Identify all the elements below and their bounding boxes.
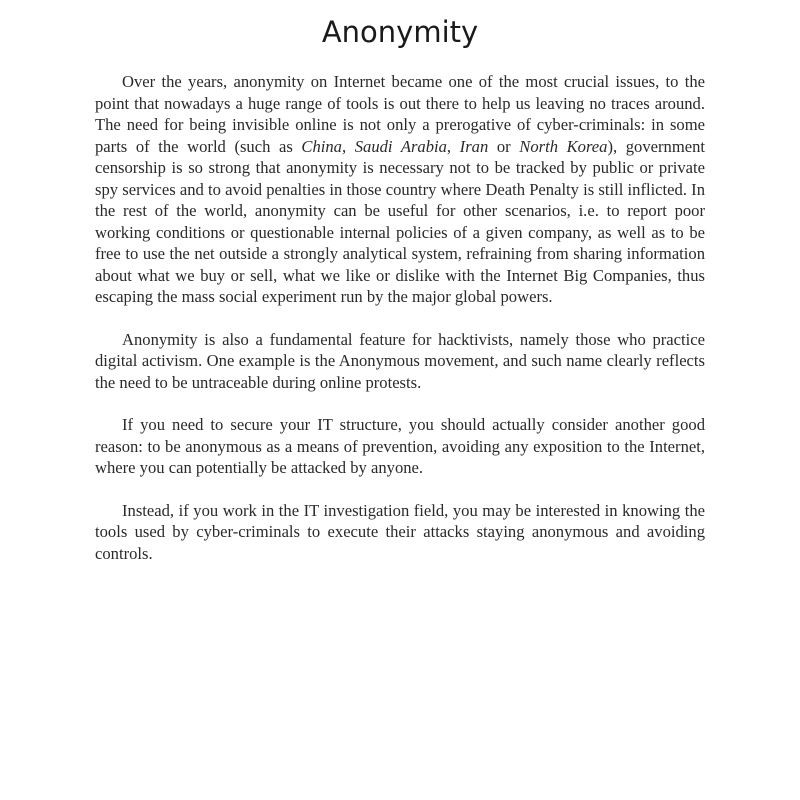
paragraph — [95, 329, 705, 394]
country-name-iran: Iran — [459, 136, 489, 156]
country-name-saudi-arabia: Saudi Arabia — [354, 136, 447, 156]
text-segment: , — [341, 136, 355, 156]
text-segment: If you need to secure your IT structure, you should actually consider another good reason: to be anonymous as a means of prevention, avoiding any exposition to the Internet, where you can potentially be attacked by anyone. — [95, 415, 705, 477]
text-segment: Instead, if you work in the IT investigation field, you may be interested in knowing the tools used by cyber-criminals to execute their attacks staying anonymous and avoiding controls. — [95, 500, 705, 563]
page-title: Anonymity — [321, 15, 479, 49]
paragraph — [95, 500, 705, 565]
country-name-china: China — [301, 136, 342, 156]
paragraph — [95, 414, 705, 479]
text-segment: Over the years, anonymity on Internet became one of the most crucial issues, to the point that nowadays a huge range of tools is out there to help us leaving no traces around. The need for being invisible online is not only a prerogative of cyber-criminals: in some parts of the world (such as — [95, 72, 705, 156]
text-segment: ), government censorship is so strong that anonymity is necessary not to be tracked by public or private spy services and to avoid penalties in those country where Death Penalty is still inflicted. In the rest of the world, anonymity can be useful for other scenarios, i.e. to report poor working conditions or questionable internal policies of a given company, as well as to be free to use the net outside a strongly analytical system, refraining from sharing information about what we buy or sell, what we like or dislike with the Internet Big Companies, thus escaping the mass social experiment run by the major global powers. — [95, 136, 705, 306]
text-segment: Anonymity is also a fundamental feature for hacktivists, namely those who practice digital activism. One example is the Anonymous movement, and such name clearly reflects the need to be untraceable during online protests. — [95, 329, 705, 392]
text-segment: , — [446, 136, 460, 156]
country-name-north-korea: North Korea — [519, 136, 608, 156]
paragraph — [95, 71, 705, 308]
text-segment: or — [488, 136, 520, 156]
body-text — [95, 71, 705, 585]
